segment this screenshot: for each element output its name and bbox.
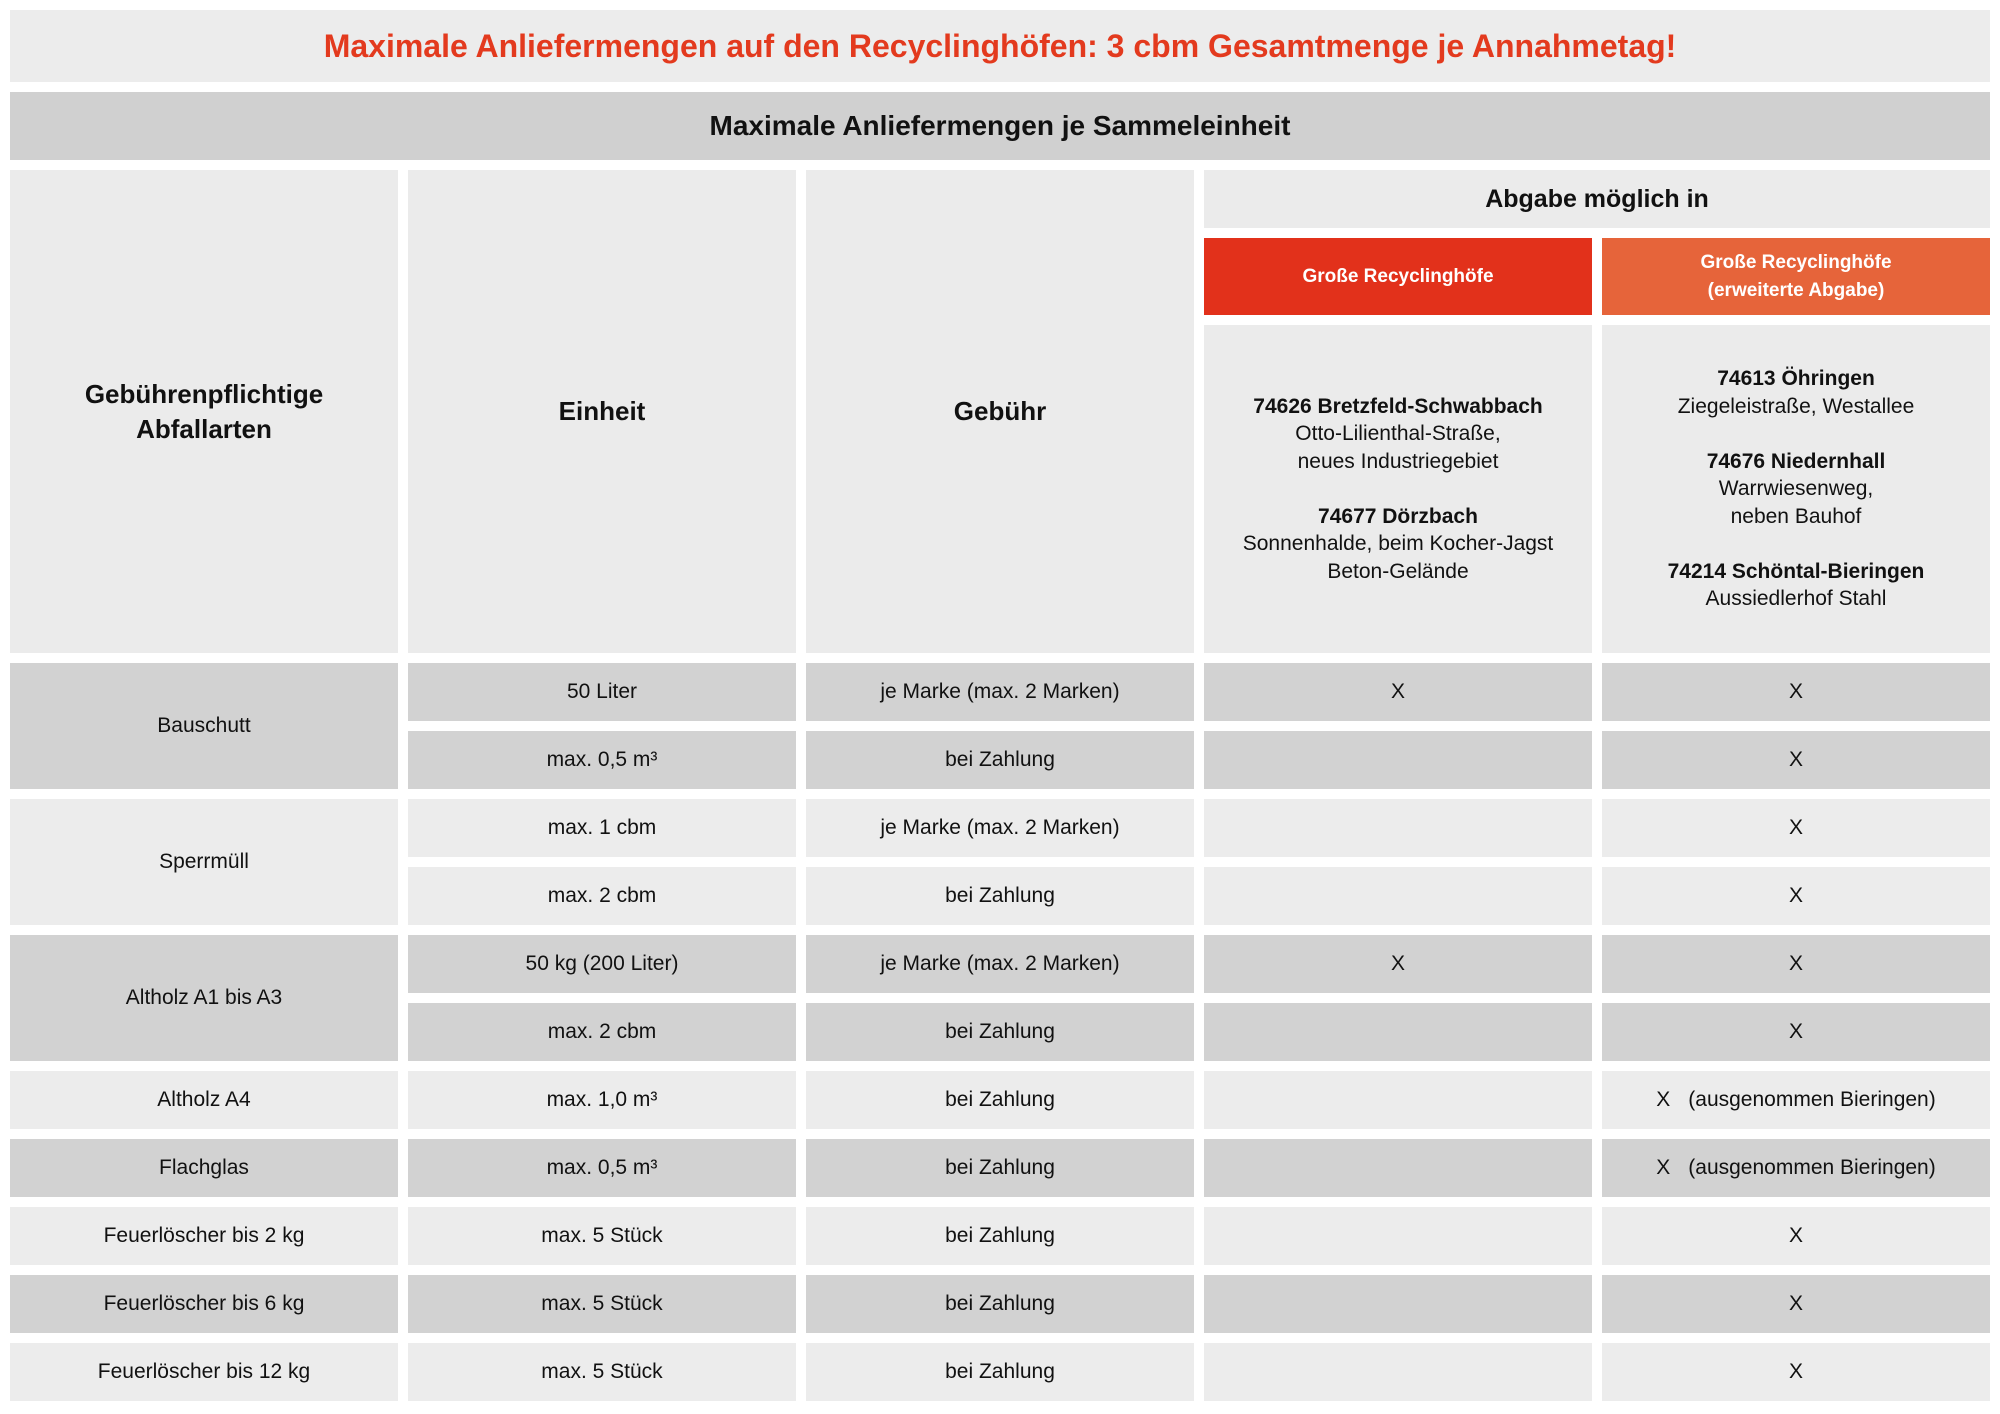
- unit-cell: max. 5 Stück: [408, 1207, 796, 1265]
- mark-note: (ausgenommen Bieringen): [1688, 1088, 1936, 1111]
- address-line: Ziegeleistraße, Westallee: [1677, 394, 1915, 418]
- site-label-line: Große Recyclinghöfe: [1700, 251, 1892, 273]
- category-cell: Feuerlöscher bis 6 kg: [10, 1275, 398, 1333]
- unit-cell: max. 1,0 m³: [408, 1071, 796, 1129]
- site-label-grosse: [1204, 238, 1592, 315]
- site-addresses-grosse: [1204, 325, 1592, 653]
- unit-cell: max. 5 Stück: [408, 1343, 796, 1401]
- header-fee: Gebühr: [806, 170, 1194, 653]
- unit-cell: max. 5 Stück: [408, 1275, 796, 1333]
- unit-cell: 50 kg (200 Liter): [408, 935, 796, 993]
- unit-cell: max. 0,5 m³: [408, 1139, 796, 1197]
- mark-cell: [1204, 799, 1592, 857]
- site-label-line: (erweiterte Abgabe): [1707, 279, 1885, 301]
- mark-cell: X: [1602, 1343, 1990, 1401]
- mark-cell: [1602, 1139, 1990, 1197]
- mark-cell: X: [1602, 1003, 1990, 1061]
- address-line: neues Industriegebiet: [1297, 449, 1499, 473]
- category-cell: Flachglas: [10, 1139, 398, 1197]
- category-cell: Altholz A1 bis A3: [10, 935, 398, 1061]
- mark-cell: X: [1204, 663, 1592, 721]
- address-entry: [1707, 448, 1886, 531]
- address-name: 74613 Öhringen: [1717, 367, 1875, 391]
- mark-cell: [1204, 1003, 1592, 1061]
- category-cell: Feuerlöscher bis 12 kg: [10, 1343, 398, 1401]
- mark-cell: [1204, 1207, 1592, 1265]
- category-cell: Sperrmüll: [10, 799, 398, 925]
- address-entry: [1243, 503, 1554, 586]
- table-subtitle: Maximale Anliefermengen je Sammeleinheit: [10, 92, 1990, 160]
- category-cell: Bauschutt: [10, 663, 398, 789]
- fee-cell: bei Zahlung: [806, 1003, 1194, 1061]
- fee-cell: je Marke (max. 2 Marken): [806, 663, 1194, 721]
- mark-note: (ausgenommen Bieringen): [1688, 1156, 1936, 1179]
- fee-cell: bei Zahlung: [806, 1139, 1194, 1197]
- category-cell: Feuerlöscher bis 2 kg: [10, 1207, 398, 1265]
- header-waste-types-line: Abfallarten: [136, 413, 272, 444]
- fee-cell: bei Zahlung: [806, 1275, 1194, 1333]
- site-label-erweitert: [1602, 238, 1990, 315]
- site-addresses-erweitert: [1602, 325, 1990, 653]
- fee-cell: je Marke (max. 2 Marken): [806, 935, 1194, 993]
- mark-cell: [1204, 731, 1592, 789]
- mark-cell: X: [1602, 1207, 1990, 1265]
- address-line: Beton-Gelände: [1327, 559, 1469, 583]
- mark-value: X: [1656, 1088, 1671, 1111]
- fee-cell: bei Zahlung: [806, 1071, 1194, 1129]
- address-line: Warrwiesenweg,: [1718, 477, 1874, 501]
- address-entry: [1253, 393, 1542, 476]
- header-waste-types-line: Gebührenpflichtige: [84, 378, 324, 409]
- fee-table: [10, 10, 1990, 1401]
- address-line: neben Bauhof: [1730, 504, 1862, 528]
- fee-cell: bei Zahlung: [806, 867, 1194, 925]
- unit-cell: max. 0,5 m³: [408, 731, 796, 789]
- header-delivery: Abgabe möglich in: [1204, 170, 1990, 228]
- address-line: Sonnenhalde, beim Kocher-Jagst: [1242, 532, 1554, 556]
- mark-cell: X: [1204, 935, 1592, 993]
- address-name: 74677 Dörzbach: [1318, 504, 1478, 528]
- unit-cell: max. 2 cbm: [408, 1003, 796, 1061]
- mark-cell: [1204, 1343, 1592, 1401]
- mark-cell: X: [1602, 867, 1990, 925]
- unit-cell: max. 1 cbm: [408, 799, 796, 857]
- site-label-line: Große Recyclinghöfe: [1302, 265, 1494, 287]
- fee-cell: je Marke (max. 2 Marken): [806, 799, 1194, 857]
- mark-cell: [1204, 1275, 1592, 1333]
- mark-value: X: [1656, 1156, 1671, 1179]
- fee-cell: bei Zahlung: [806, 1343, 1194, 1401]
- mark-cell: X: [1602, 1275, 1990, 1333]
- unit-cell: max. 2 cbm: [408, 867, 796, 925]
- mark-cell: [1204, 1071, 1592, 1129]
- mark-cell: [1204, 867, 1592, 925]
- page-title: Maximale Anliefermengen auf den Recyclinghöfen: 3 cbm Gesamtmenge je Annahmetag!: [10, 10, 1990, 82]
- mark-cell: [1204, 1139, 1592, 1197]
- unit-cell: 50 Liter: [408, 663, 796, 721]
- address-line: Aussiedlerhof Stahl: [1705, 587, 1887, 611]
- mark-cell: [1602, 1071, 1990, 1129]
- address-name: 74626 Bretzfeld-Schwabbach: [1253, 394, 1543, 418]
- mark-cell: X: [1602, 799, 1990, 857]
- mark-cell: X: [1602, 731, 1990, 789]
- address-line: Otto-Lilienthal-Straße,: [1295, 422, 1501, 446]
- header-waste-types: [10, 170, 398, 653]
- address-name: 74676 Niedernhall: [1706, 449, 1886, 473]
- fee-cell: bei Zahlung: [806, 731, 1194, 789]
- address-entry: [1668, 558, 1925, 613]
- category-cell: Altholz A4: [10, 1071, 398, 1129]
- header-unit: Einheit: [408, 170, 796, 653]
- fee-cell: bei Zahlung: [806, 1207, 1194, 1265]
- mark-cell: X: [1602, 935, 1990, 993]
- mark-cell: X: [1602, 663, 1990, 721]
- address-entry: [1678, 365, 1915, 420]
- address-name: 74214 Schöntal-Bieringen: [1667, 559, 1925, 583]
